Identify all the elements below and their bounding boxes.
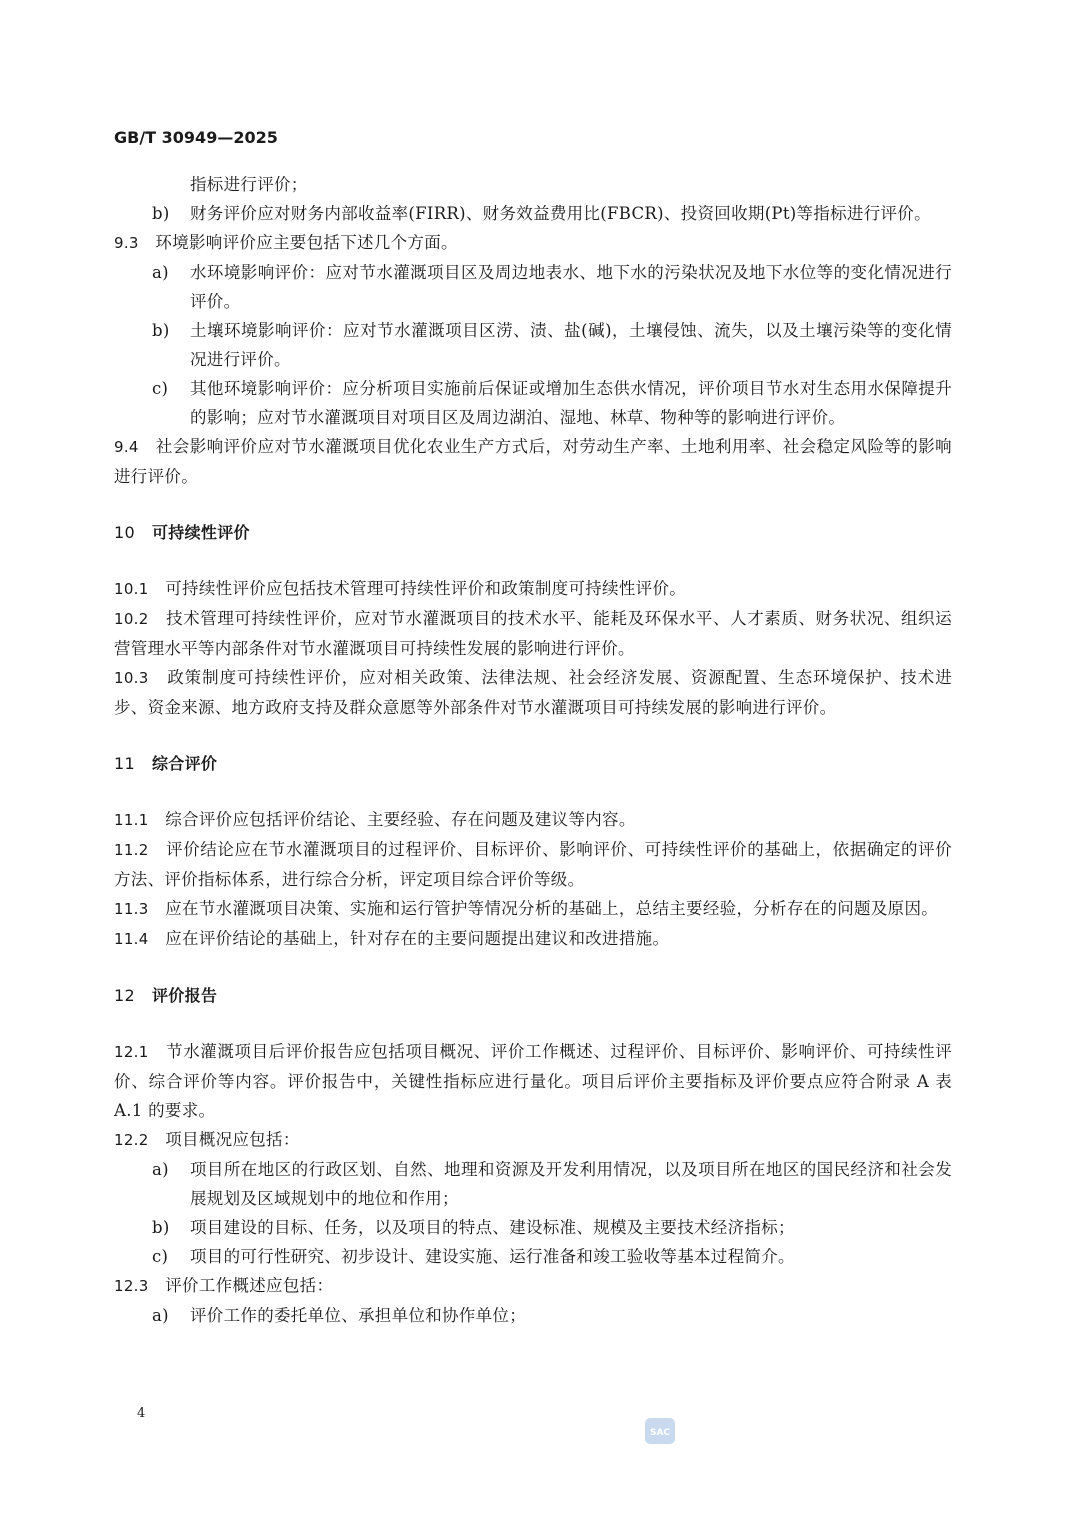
clause-9-3 [114, 228, 952, 258]
list-label: a) [152, 1160, 169, 1179]
list-text: 财务评价应对财务内部收益率(FIRR)、财务效益费用比(FBCR)、投资回收期(Pt)等指标进行评价。 [190, 204, 931, 223]
list-item-12-2-b [114, 1213, 952, 1242]
clause-text: 政策制度可持续性评价，应对相关政策、法律法规、社会经济发展、资源配置、生态环境保护、技术进步、资金来源、地方政府支持及群众意愿等外部条件对节水灌溉项目可持续发展的影响进行评价。 [114, 668, 953, 717]
sac-logo-icon [645, 1418, 675, 1444]
list-item-12-2-a [114, 1155, 952, 1213]
list-item-9-3-a [114, 258, 952, 316]
list-label: a) [152, 1306, 169, 1325]
clause-11-4 [114, 924, 952, 954]
list-label: b) [152, 204, 170, 223]
clause-number: 9.4 [114, 438, 139, 456]
clause-number: 11.1 [114, 811, 149, 829]
section-heading-12 [114, 981, 952, 1010]
clause-text: 评价结论应在节水灌溉项目的过程评价、目标评价、影响评价、可持续性评价的基础上，依据确定的评价方法、评价指标体系，进行综合分析，评定项目综合评价等级。 [114, 840, 952, 889]
clause-text: 评价工作概述应包括： [165, 1276, 334, 1295]
clause-10-2 [114, 604, 952, 663]
list-text: 项目建设的目标、任务，以及项目的特点、建设标准、规模及主要技术经济指标； [190, 1218, 795, 1237]
clause-12-1 [114, 1037, 952, 1125]
list-item-12-3-a [114, 1301, 952, 1330]
list-label: b) [152, 321, 170, 340]
clause-text: 综合评价应包括评价结论、主要经验、存在问题及建议等内容。 [165, 810, 636, 829]
clause-number: 11.2 [114, 841, 149, 859]
clause-text: 节水灌溉项目后评价报告应包括项目概况、评价工作概述、过程评价、目标评价、影响评价、可持续性评价、综合评价等内容。评价报告中，关键性指标应进行量化。项目后评价主要指标及评价要点应符合附录 A 表 A.1 的要求。 [114, 1042, 952, 1120]
list-label: b) [152, 1218, 170, 1237]
clause-text: 应在评价结论的基础上，针对存在的主要问题提出建议和改进措施。 [165, 929, 670, 948]
clause-number: 10.3 [114, 669, 149, 687]
list-item-9-3-c [114, 374, 952, 432]
list-item-9-3-b [114, 316, 952, 374]
document-body [114, 170, 952, 1330]
list-label: c) [152, 379, 169, 398]
list-text: 土壤环境影响评价：应对节水灌溉项目区涝、渍、盐(碱)，土壤侵蚀、流失，以及土壤污染等的变化情况进行评价。 [190, 321, 952, 369]
clause-number: 12.1 [114, 1043, 149, 1061]
list-text: 项目所在地区的行政区划、自然、地理和资源及开发利用情况，以及项目所在地区的国民经济和社会发展规划及区域规划中的地位和作用； [190, 1160, 952, 1208]
clause-text: 可持续性评价应包括技术管理可持续性评价和政策制度可持续性评价。 [165, 579, 687, 598]
clause-9-4 [114, 432, 952, 491]
section-title: 可持续性评价 [152, 523, 250, 542]
clause-number: 11.4 [114, 930, 149, 948]
clause-text: 项目概况应包括： [165, 1130, 300, 1149]
list-text: 水环境影响评价：应对节水灌溉项目区及周边地表水、地下水的污染状况及地下水位等的变化情况进行评价。 [190, 263, 952, 311]
standard-number-header: GB/T 30949—2025 [114, 128, 278, 147]
clause-number: 12.3 [114, 1277, 149, 1295]
clause-text: 社会影响评价应对节水灌溉项目优化农业生产方式后，对劳动生产率、土地利用率、社会稳定风险等的影响进行评价。 [114, 437, 952, 486]
list-text: 项目的可行性研究、初步设计、建设实施、运行准备和竣工验收等基本过程简介。 [190, 1247, 795, 1266]
clause-11-1 [114, 805, 952, 835]
section-number: 10 [114, 523, 135, 542]
clause-11-2 [114, 835, 952, 894]
section-heading-10 [114, 518, 952, 547]
list-item-12-2-c [114, 1242, 952, 1271]
list-label: c) [152, 1247, 169, 1266]
clause-10-1 [114, 574, 952, 604]
clause-11-3 [114, 894, 952, 924]
sac-logo-watermark [645, 1418, 675, 1448]
list-text: 评价工作的委托单位、承担单位和协作单位； [190, 1306, 526, 1325]
clause-10-3 [114, 663, 952, 722]
clause-number: 10.1 [114, 580, 149, 598]
page-number: 4 [137, 1406, 146, 1421]
section-heading-11 [114, 749, 952, 778]
clause-12-2 [114, 1125, 952, 1155]
clause-number: 11.3 [114, 900, 149, 918]
clause-number: 12.2 [114, 1131, 149, 1149]
section-number: 12 [114, 986, 135, 1005]
continuation-text: 指标进行评价； [190, 175, 308, 194]
section-number: 11 [114, 754, 135, 773]
svg-text:SAC: SAC [649, 1428, 671, 1438]
list-text: 其他环境影响评价：应分析项目实施前后保证或增加生态供水情况，评价项目节水对生态用水保障提升的影响；应对节水灌溉项目对项目区及周边湖泊、湿地、林草、物种等的影响进行评价。 [190, 379, 952, 427]
clause-12-3 [114, 1271, 952, 1301]
clause-number: 10.2 [114, 610, 149, 628]
clause-text: 应在节水灌溉项目决策、实施和运行管护等情况分析的基础上，总结主要经验，分析存在的问题及原因。 [165, 899, 939, 918]
clause-number: 9.3 [114, 234, 139, 252]
section-title: 评价报告 [152, 986, 218, 1005]
list-label: a) [152, 263, 169, 282]
clause-text: 技术管理可持续性评价，应对节水灌溉项目的技术水平、能耗及环保水平、人才素质、财务状况、组织运营管理水平等内部条件对节水灌溉项目可持续性发展的影响进行评价。 [114, 609, 952, 658]
list-item-financial-b [114, 199, 952, 228]
section-title: 综合评价 [152, 754, 218, 773]
clause-text: 环境影响评价应主要包括下述几个方面。 [155, 233, 458, 252]
